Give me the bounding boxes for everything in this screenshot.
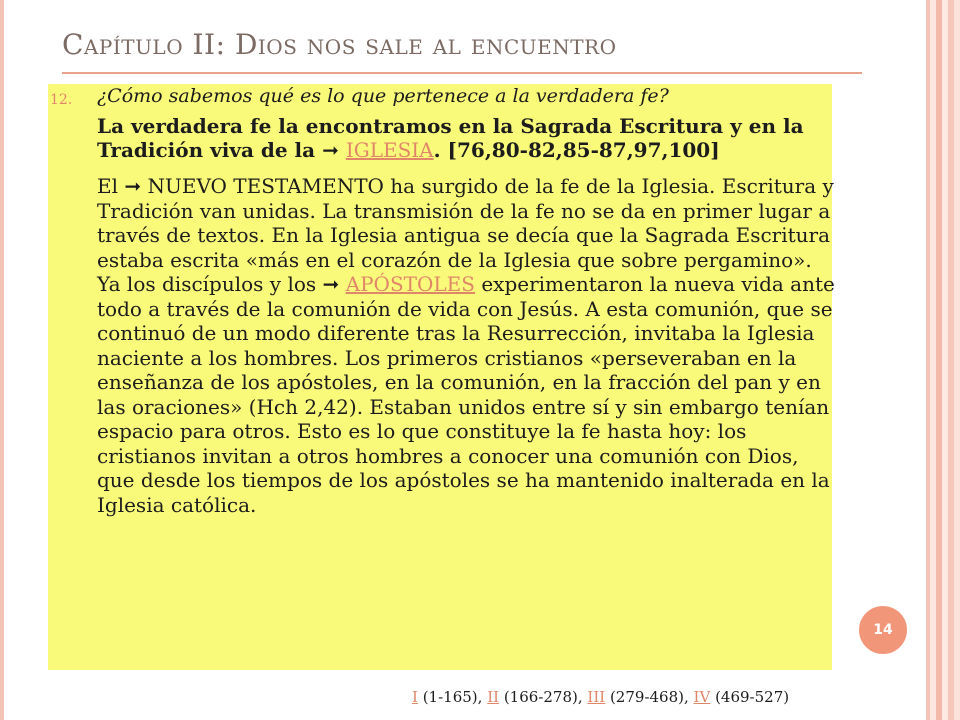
page-number-badge: 14	[856, 603, 910, 657]
footer-range-4: (469-527)	[710, 688, 790, 706]
footer-link-part-4[interactable]: IV	[693, 688, 711, 706]
footer-range-1: (1-165),	[417, 688, 488, 706]
footer-range-3: (279-468),	[605, 688, 694, 706]
footer-navigation	[412, 688, 789, 706]
answer-part2: . [76,80-82,85-87,97,100]	[433, 138, 720, 162]
footer-link-part-1[interactable]: I	[412, 688, 418, 706]
question-text: ¿Cómo sabemos qué es lo que pertenece a la verdadera fe?	[97, 85, 669, 107]
body-part2: ha surgido de la fe de la Iglesia. Escritura y Tradición van unidas. La transmisión de la fe no se da en primer lugar a través de textos. En la Iglesia antigua se decía que la Sagrada Escritura estaba escrita «más en el corazón de la Iglesia que sobre pergamino». Ya los discípulos y los	[97, 174, 834, 296]
link-iglesia[interactable]: IGLESIA	[345, 138, 434, 162]
link-apostoles[interactable]: APÓSTOLES	[345, 272, 475, 296]
question-number: 12.	[50, 92, 73, 108]
footer-range-2: (166-278),	[499, 688, 588, 706]
footer-link-part-2[interactable]: II	[487, 688, 500, 706]
body-part1: El	[97, 174, 125, 198]
arrow-right-icon: ➞	[124, 174, 142, 198]
arrow-right-icon: ➞	[322, 138, 339, 162]
slide-content	[97, 84, 837, 517]
left-frame-border	[0, 0, 4, 720]
term-nuevo-testamento: NUEVO TESTAMENTO	[147, 174, 384, 198]
arrow-right-icon: ➞	[322, 272, 340, 296]
footer-link-part-3[interactable]: III	[587, 688, 606, 706]
slide-title: Capítulo II: Dios nos sale al encuentro	[62, 28, 617, 61]
answer-part1: La verdadera fe la encontramos en la Sagrada Escritura y en la Tradición viva de la	[97, 114, 804, 162]
decorative-stripes	[922, 0, 960, 720]
answer-text	[97, 114, 837, 162]
title-divider	[62, 72, 862, 74]
body-part3: experimentaron la nueva vida ante todo a través de la comunión de vida con Jesús. A esta comunión, que se continuó de un modo diferente tras la Resurrección, invitaba la Iglesia naciente a los hombres. Los primeros cristianos «perseveraban en la enseñanza de los apóstoles, en la comunión, en la fracción del pan y en las oraciones» (Hch 2,42). Estaban unidos entre sí y sin embargo tenían espacio para otros. Esto es lo que constituye la fe hasta hoy: los cristianos invitan a otros hombres a conocer una comunión con Dios, que desde los tiempos de los apóstoles se ha mantenido inalterada en la Iglesia católica.	[97, 272, 835, 517]
body-text	[97, 174, 837, 517]
